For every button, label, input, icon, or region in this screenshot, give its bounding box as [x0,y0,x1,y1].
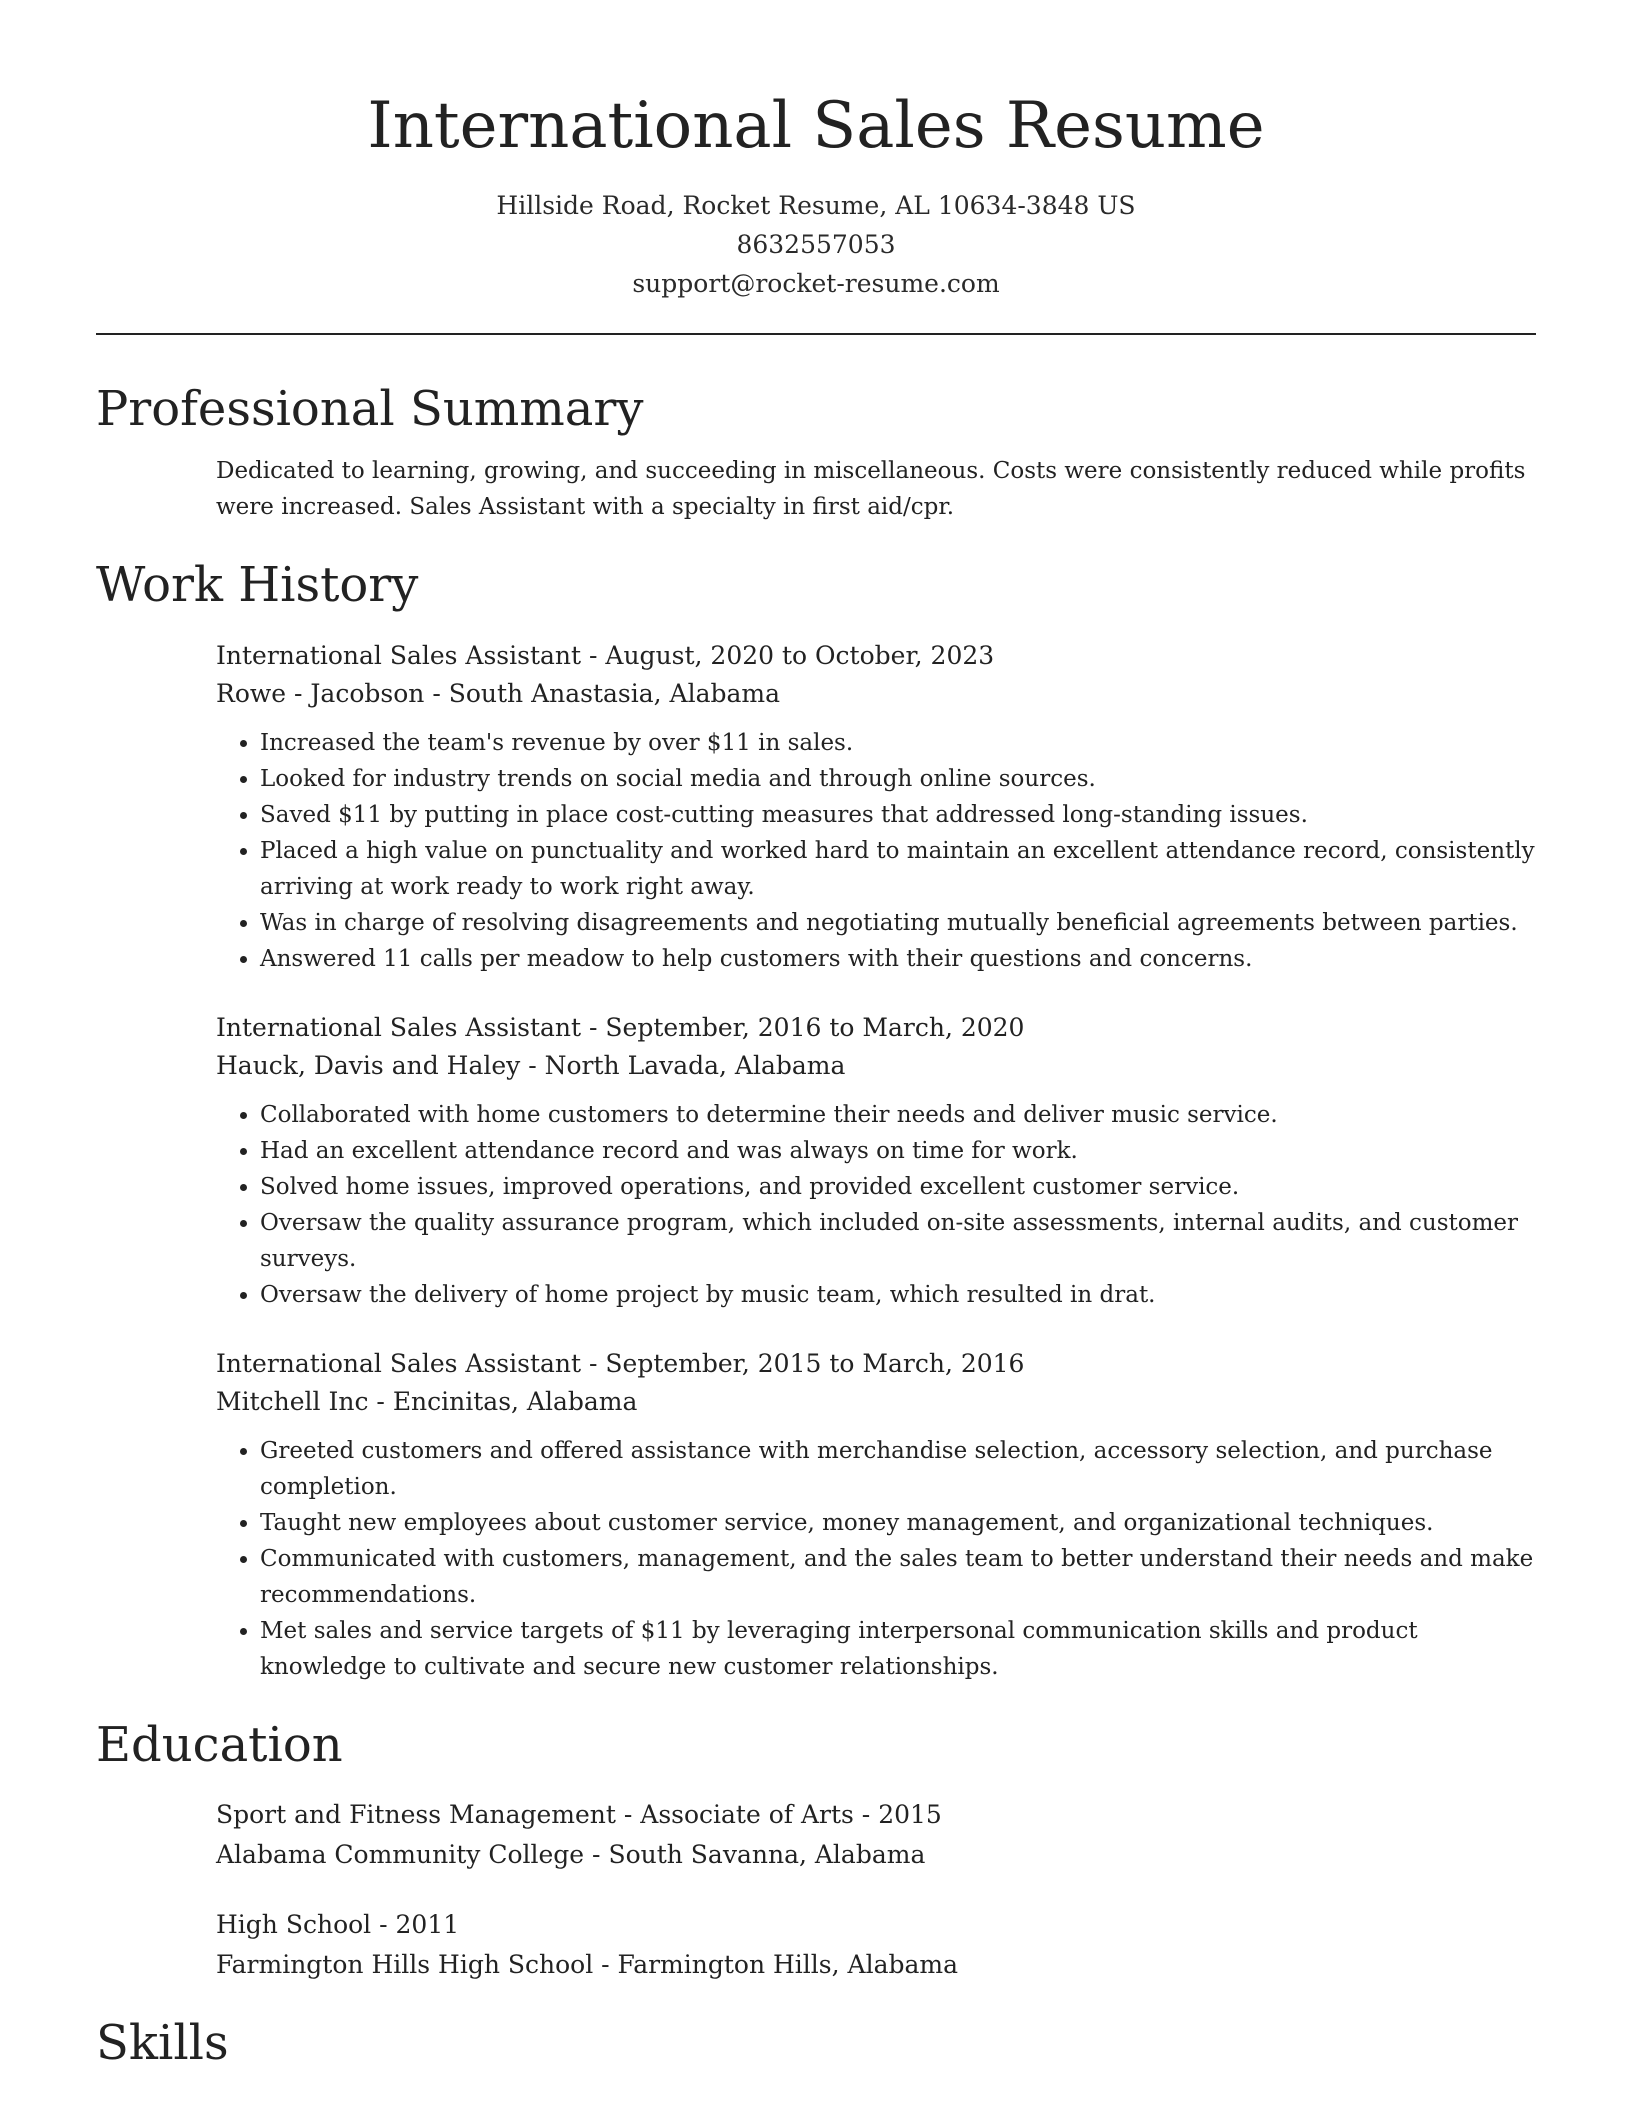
job-location: South Anastasia, Alabama [448,679,781,708]
job-dates: September, 2016 to March, 2020 [605,1013,1025,1042]
education-section [96,1713,1536,1985]
job-dates: September, 2015 to March, 2016 [605,1349,1025,1378]
job-bullets [216,1433,1536,1685]
work-history-heading: Work History [96,557,419,613]
education-entry [216,1905,1536,1985]
list-item: • Answered 11 calls per meadow to help customers with their questions and concerns. [260,941,1536,977]
education-school-line: Alabama Community College - South Savanna, Alabama [216,1840,926,1869]
education-school-line: Farmington Hills High School - Farmington Hills, Alabama [216,1950,958,1979]
list-item: • Placed a high value on punctuality and worked hard to maintain an excellent attendance record, consistently arriving at work ready to work right away. [260,833,1536,905]
address: Hillside Road, Rocket Resume, AL 10634-3848 US [496,191,1136,220]
list-item: • Looked for industry trends on social media and through online sources. [260,761,1536,797]
job-company: Rowe - Jacobson [216,679,425,708]
job-location: Encinitas, Alabama [392,1387,638,1416]
list-item: • Communicated with customers, management, and the sales team to better understand their needs and make recommendations. [260,1541,1536,1613]
job-company: Hauck, Davis and Haley [216,1051,521,1080]
work-history-section [96,553,1536,1685]
education-school: Alabama Community College [216,1840,585,1869]
job-company-line: Mitchell Inc - Encinitas, Alabama [216,1387,638,1416]
job-dates: August, 2020 to October, 2023 [605,641,995,670]
job-company-line: Hauck, Davis and Haley - North Lavada, Alabama [216,1051,846,1080]
list-item: • Saved $11 by putting in place cost-cutting measures that addressed long-standing issues. [260,797,1536,833]
job-entry [216,1345,1536,1685]
summary-section [96,377,1536,525]
job-bullets [216,1097,1536,1313]
header-divider [96,333,1536,335]
list-item: • Solved home issues, improved operations, and provided excellent customer service. [260,1169,1536,1205]
summary-text: Dedicated to learning, growing, and succeeding in miscellaneous. Costs were consistently reduced while profits were increased. Sales Assistant with a specialty in first aid/cpr. [216,458,1526,520]
education-location: South Savanna, Alabama [608,1840,926,1869]
education-degree: High School - 2011 [216,1910,460,1939]
job-title-line: International Sales Assistant - September, 2016 to March, 2020 [216,1013,1025,1042]
list-item: • Collaborated with home customers to determine their needs and deliver music service. [260,1097,1536,1133]
summary-heading: Professional Summary [96,381,644,437]
job-location: North Lavada, Alabama [544,1051,846,1080]
contact-block [96,186,1536,303]
list-item: • Greeted customers and offered assistance with merchandise selection, accessory selection, and purchase completion. [260,1433,1536,1505]
education-degree: Sport and Fitness Management - Associate of Arts - 2015 [216,1800,942,1829]
phone: 8632557053 [736,230,896,259]
education-heading: Education [96,1717,343,1773]
education-school: Farmington Hills High School [216,1950,594,1979]
list-item: • Met sales and service targets of $11 by leveraging interpersonal communication skills and product knowledge to cultivate and secure new customer relationships. [260,1613,1536,1685]
education-entry [216,1795,1536,1875]
job-bullets [216,725,1536,977]
job-entry [216,1009,1536,1313]
job-title-line: International Sales Assistant - September, 2015 to March, 2016 [216,1349,1025,1378]
education-location: Farmington Hills, Alabama [617,1950,958,1979]
resume-title: International Sales Resume [367,89,1265,163]
job-title-line: International Sales Assistant - August, 2020 to October, 2023 [216,641,995,670]
list-item: • Oversaw the quality assurance program, which included on-site assessments, internal audits, and customer surveys. [260,1205,1536,1277]
resume-page [96,0,1536,2075]
job-title: International Sales Assistant [216,641,582,670]
email: support@rocket-resume.com [632,269,1000,298]
list-item: • Increased the team's revenue by over $11 in sales. [260,725,1536,761]
list-item: • Oversaw the delivery of home project by music team, which resulted in drat. [260,1277,1536,1313]
job-company: Mitchell Inc [216,1387,369,1416]
skills-section [96,2011,1536,2075]
list-item: • Taught new employees about customer service, money management, and organizational techniques. [260,1505,1536,1541]
job-title: International Sales Assistant [216,1013,582,1042]
job-company-line: Rowe - Jacobson - South Anastasia, Alabama [216,679,781,708]
list-item: • Was in charge of resolving disagreements and negotiating mutually beneficial agreements between parties. [260,905,1536,941]
resume-header [96,0,1536,303]
skills-heading: Skills [96,2015,229,2071]
job-entry [216,637,1536,977]
list-item: • Had an excellent attendance record and was always on time for work. [260,1133,1536,1169]
job-title: International Sales Assistant [216,1349,582,1378]
